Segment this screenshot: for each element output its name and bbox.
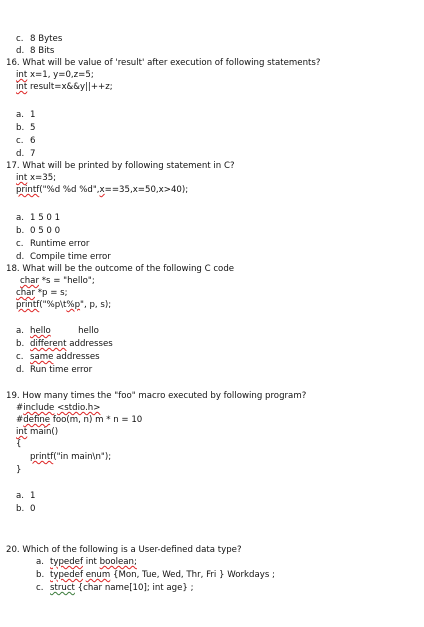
code-keyword: char [16, 288, 35, 298]
option-text: 6 [30, 136, 36, 146]
code-text: # [16, 415, 24, 425]
q16-option-c [16, 136, 35, 147]
q16-option-d [16, 149, 35, 160]
option-letter: c. [36, 583, 44, 593]
option-text: 7 [30, 149, 36, 159]
code-keyword: int [16, 173, 28, 183]
option-text: 8 Bits [30, 46, 55, 56]
option-text: 1 5 0 1 [30, 213, 61, 223]
option-text: int [82, 557, 100, 567]
option-letter: b. [16, 339, 25, 349]
q18-code-line-2 [16, 288, 68, 299]
code-keyword: char [20, 276, 39, 286]
code-variable: x [99, 185, 105, 195]
q17-option-c [16, 239, 89, 250]
option-squiggle-word: typedef [50, 557, 83, 567]
option-text: 5 [30, 123, 36, 133]
code-header: <stdio.h> [57, 403, 101, 413]
option-squiggle-word: typedef [50, 570, 83, 580]
option-letter: b. [36, 570, 45, 580]
q20-option-b [36, 570, 275, 581]
code-text: ("%p\t [39, 300, 67, 310]
q17-code-line-1 [16, 173, 56, 184]
q19-option-b [16, 504, 35, 515]
code-text: x=1, y=0,z=5; [27, 70, 94, 80]
code-text: ==35,x=50,x>40); [104, 185, 189, 195]
option-text: Run time error [30, 365, 93, 375]
code-format: %p [66, 300, 81, 310]
q19-include-line [16, 403, 100, 414]
code-text: main() [27, 427, 59, 437]
option-letter: d. [16, 365, 25, 375]
q17-question: 17. What will be printed by following statement in C? [6, 161, 235, 171]
option-text: addresses [53, 352, 100, 362]
q16-question: 16. What will be value of 'result' after execution of following statements? [6, 58, 321, 68]
option-letter: d. [16, 46, 25, 56]
q19-brace-close: } [16, 465, 22, 475]
option-letter: c. [16, 352, 24, 362]
q16-option-b [16, 123, 35, 134]
q20-option-c [36, 583, 194, 594]
code-text: *s = "hello"; [38, 276, 95, 286]
option-letter: b. [16, 504, 25, 514]
q16-code-line-1 [16, 70, 94, 81]
option-letter: a. [16, 326, 24, 336]
q19-main-line [16, 427, 58, 438]
q19-option-a [16, 491, 35, 502]
option-text: addresses [66, 339, 113, 349]
code-text: *p = s; [34, 288, 68, 298]
q19-define-line [16, 415, 142, 426]
option-squiggle-word: enum [85, 570, 111, 580]
code-text: # [16, 403, 24, 413]
option-letter: c. [16, 136, 24, 146]
option-letter: b. [16, 226, 25, 236]
q18-option-a [16, 326, 99, 337]
code-text: result=x&&y||++z; [27, 82, 113, 92]
code-function: printf [30, 452, 54, 462]
code-text: ", p, s); [80, 300, 112, 310]
option-text: 0 [30, 504, 36, 514]
option-text: Compile time error [30, 252, 111, 262]
q16-code-line-2 [16, 82, 113, 93]
q18-option-d [16, 365, 92, 376]
option-letter: a. [16, 110, 24, 120]
q18-question: 18. What will be the outcome of the following C code [6, 264, 235, 274]
q15-option-d [16, 46, 54, 57]
option-letter: d. [16, 252, 25, 262]
code-keyword: int [16, 82, 28, 92]
q16-option-a [16, 110, 35, 121]
option-text: Runtime error [30, 239, 90, 249]
option-letter: c. [16, 239, 24, 249]
code-directive: define [23, 415, 51, 425]
code-text: x=35; [27, 173, 57, 183]
q18-option-b [16, 339, 113, 350]
option-text: {Mon, Tue, Wed, Thr, Fri } Workdays ; [110, 570, 275, 580]
q18-code-line-3 [16, 300, 111, 311]
q17-code-line-2 [16, 185, 188, 196]
q17-option-b [16, 226, 60, 237]
q19-question: 19. How many times the "foo" macro executed by following program? [6, 391, 307, 401]
code-text: ("in main\n"); [53, 452, 112, 462]
option-letter: c. [16, 34, 24, 44]
q20-option-a [36, 557, 137, 568]
option-squiggle-word: same [30, 352, 54, 362]
code-function: printf [16, 185, 40, 195]
option-squiggle-word: boolean; [99, 557, 137, 567]
option-text: 1 [30, 491, 36, 501]
option-letter: b. [16, 123, 25, 133]
q18-option-c [16, 352, 100, 363]
option-text: hello [50, 326, 99, 336]
option-text: 8 Bytes [30, 34, 63, 44]
option-letter: a. [16, 491, 24, 501]
code-keyword: int [16, 70, 28, 80]
code-text: ("%d %d %d", [39, 185, 100, 195]
q15-option-c [16, 34, 62, 45]
q18-code-line-1 [20, 276, 95, 287]
q19-brace-open: { [16, 439, 22, 449]
option-squiggle-word: struct [50, 583, 75, 593]
option-letter: a. [36, 557, 44, 567]
code-text: foo(m, n) m * n = 10 [50, 415, 143, 425]
option-text: 0 5 0 0 [30, 226, 61, 236]
q17-option-a [16, 213, 60, 224]
code-function: printf [16, 300, 40, 310]
option-squiggle-word: hello [30, 326, 51, 336]
code-keyword: int [16, 427, 28, 437]
q20-question: 20. Which of the following is a User-defined data type? [6, 545, 242, 555]
option-text: {char name[10]; int age} ; [74, 583, 194, 593]
code-directive: include [23, 403, 55, 413]
option-text: 1 [30, 110, 36, 120]
option-letter: d. [16, 149, 25, 159]
option-letter: a. [16, 213, 24, 223]
q19-body-line [30, 452, 111, 463]
q17-option-d [16, 252, 111, 263]
option-squiggle-word: different [30, 339, 67, 349]
